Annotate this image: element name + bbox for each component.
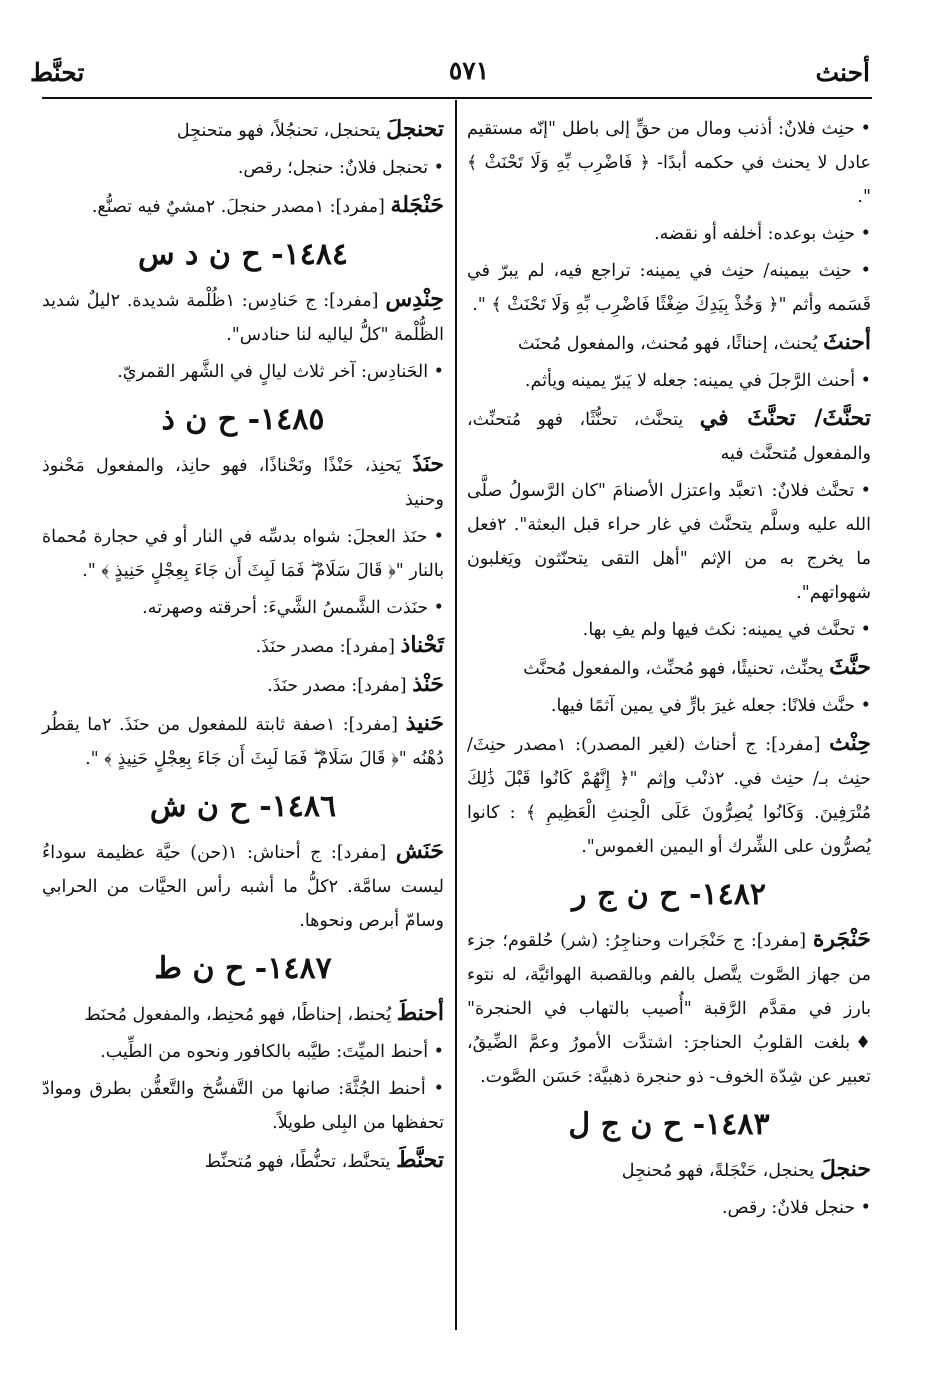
dictionary-entry <box>467 325 871 361</box>
dictionary-entry <box>42 834 444 938</box>
column-divider <box>455 100 457 1330</box>
dictionary-entry <box>42 996 444 1032</box>
entry-definition: [مفرد]: ١مصدر حنجلَ. ٢مشيٌ فيه تصنُّع. <box>91 197 385 217</box>
sense-line: • حنجل فلانٌ: رقص. <box>721 1198 871 1218</box>
headword: تحنَّثَ/ تحنَّثَ في <box>699 405 871 431</box>
headword: أحنثَ <box>823 329 871 355</box>
entry-definition: [مفرد]: مصدر حنَذَ. <box>255 637 395 657</box>
sense-line: • حنِث فلانٌ: أذنب ومال من حقٍّ إلى باطل "إنّه مستقيم عادل لا يحنث في حكمه أبدًا- ﴿ فَاضْرِب بِّهِ وَلَا تَحْنَثْ ﴾ ". <box>467 119 871 207</box>
sense-line: • تحنجل فلانٌ: حنجل؛ رقص. <box>237 158 444 178</box>
headword: حِنْدِس <box>385 286 444 312</box>
sense-line: • أحنط الجُثَّةَ: صانها من التَّفسُّخ والتَّعفُّن بطرق وموادّ تحفظها من البِلى طويلاً. <box>42 1079 444 1133</box>
sense-line: • حنَذ العجلَ: شواه بدسِّه في النار أو في حجارة مُحماة بالنار "﴿ قَالَ سَلَامٌ ۖ فَمَا لَبِثَ أَن جَاءَ بِعِجْلٍ حَنِيذٍ ﴾ ". <box>42 527 444 581</box>
page-header <box>0 0 938 100</box>
headword: حَنيذ <box>405 710 444 736</box>
dictionary-entry <box>467 650 871 686</box>
root-heading: ١٤٨٧- ح ن ط <box>154 951 332 986</box>
running-head-last-word: تحنَّط <box>30 58 85 87</box>
entry-definition: يُحنث، إحناثًا، فهو مُحنث، والمفعول مُحنَث <box>518 334 818 354</box>
headword: حِنْث <box>829 730 871 756</box>
sense-line: • أحنط الميِّتَ: طيَّبه بالكافور ونحوه من الطِّيب. <box>100 1042 444 1062</box>
entry-definition: [مفرد]: ج أحناش: ١(حن) حيَّة عظيمة سوداءُ ليست سامَّة. ٢كلُّ ما أشبه رأس الحيَّات من الحرابي وسامّ أبرص ونحوها. <box>42 843 444 931</box>
headword: تَحْناذ <box>400 632 444 658</box>
entry-definition: [مفرد]: ١صفة ثابتة للمفعول من حنَذَ. ٢ما يقطُر دُهْنُه "﴿ قَالَ سَلَامٌ ۖ فَمَا لَبِثَ أَن جَاءَ بِعِجْلٍ حَنِيذٍ ﴾ ". <box>42 715 444 769</box>
dictionary-entry <box>42 1143 444 1179</box>
headword: حنَّثَ <box>829 654 871 680</box>
dictionary-entry <box>42 447 444 517</box>
entry-definition: يتحنجل، تحنجُلاً، فهو متحنجِل <box>176 121 381 141</box>
entry-definition: [مفرد]: ج أحناث (لغير المصدر): ١مصدر حنِثَ/ حنِث بـ/ حنِث في. ٢ذنْب وإثم "﴿ إِنَّهُمْ كَانُوا قَبْلَ ذَٰلِكَ مُتْرَفِينَ. وَكَانُوا يُصِرُّونَ عَلَى الْحِنثِ الْعَظِيمِ ﴾ : كانوا يُصرُّون على الشِّرك أو اليمين الغموس". <box>467 735 871 857</box>
entry-definition: يَحنِذ، حَنْذًا وتَحْناذًا، فهو حانِذ، والمفعول مَحْنوذ وحنيذ <box>42 456 444 510</box>
headword: أحنطَ <box>396 1000 444 1026</box>
entry-definition: يحنِّث، تحنيثًا، فهو مُحنِّث، والمفعول مُحنَّث <box>523 659 824 679</box>
root-heading: ١٤٨٤- ح ن د س <box>137 237 349 272</box>
header-rule <box>42 97 872 99</box>
sense-line: • حنِث بوعده: أخلفه أو نقضه. <box>654 224 871 244</box>
dictionary-entry <box>42 706 444 776</box>
dictionary-entry <box>467 1152 871 1188</box>
root-heading: ١٤٨٥- ح ن ذ <box>161 402 325 437</box>
root-heading: ١٤٨٦- ح ن ش <box>149 789 337 824</box>
page-number: ٥٧١ <box>448 56 490 85</box>
sense-line: • تحنَّث في يمينه: نكث فيها ولم يفِ بها. <box>582 620 871 640</box>
dictionary-entry <box>467 401 871 471</box>
headword: تحنَّطَ <box>396 1147 444 1173</box>
dictionary-entry <box>42 112 444 148</box>
sense-line: • الحَنادِس: آخر ثلاث ليالٍ في الشَّهر القمريّ. <box>117 362 444 382</box>
sense-line: • حنَذت الشَّمسُ الشَّيءَ: أحرقته وصهرته. <box>142 598 444 618</box>
entry-definition: يُحنط، إحناطًا، فهو مُحنِط، والمفعول مُحنَط <box>84 1005 392 1025</box>
entry-definition: يتحنَّث، تحنُّثًا، فهو مُتحنِّث، والمفعول مُتحنَّث فيه <box>467 410 871 464</box>
headword: حنجلَ <box>819 1156 871 1182</box>
running-head-first-word: أحنث <box>815 58 870 87</box>
headword: حنَذَ <box>412 451 444 477</box>
right-column <box>467 112 871 1228</box>
headword: حَنْذ <box>412 671 444 697</box>
entry-definition: يتحنَّط، تحنُّطًا، فهو مُتحنِّط <box>204 1152 391 1172</box>
root-heading: ١٤٨٣- ح ن ج ل <box>568 1107 770 1142</box>
dictionary-entry <box>42 282 444 352</box>
sense-line: • تحنَّث فلانٌ: ١تعبَّد واعتزل الأصنامَ "كان الرَّسولُ صلَّى الله عليه وسلَّم يتحنَّث في غار حراء قبل البعثة". ٢فعل ما يخرج به من الإثم "أهل التقى يتحنّثون ويَغلبون شهواتهم". <box>467 481 871 603</box>
entry-definition: [مفرد]: مصدر حنَذَ. <box>267 676 407 696</box>
dictionary-entry <box>467 922 871 1094</box>
entry-definition: [مفرد]: ج حَنْجَرات وحناجِرُ: (شر) حُلقوم؛ جزء من جهاز الصَّوت يتَّصل بالفم وبالقصبة الهوائيَّة، له نتوء بارز في مقدَّم الرَّقبة "أُصيب بالتهاب في الحنجرة" ♦بلغت القلوبُ الحناجرَ: اشتدَّت الأمورُ وعمَّ الضِّيقُ، تعبير عن شِدّة الخوف- ذو حنجرة ذهبيَّة: حَسَن الصَّوت. <box>467 931 871 1087</box>
sense-line: • أحنث الرَّجلَ في يمينه: جعله لا يَبرّ يمينه ويأثم. <box>524 371 871 391</box>
dictionary-entry <box>42 667 444 703</box>
dictionary-entry <box>42 188 444 224</box>
entry-definition: يحنجل، حَنْجَلةً، فهو مُحنجِل <box>621 1161 815 1181</box>
dictionary-entry <box>42 628 444 664</box>
sense-line: • حنَّث فلانًا: جعله غيرَ بارٍّ في يمين آثمًا فيها. <box>550 696 871 716</box>
left-column <box>42 112 444 1182</box>
headword: حَنَش <box>395 838 444 864</box>
headword: حَنْجَلة <box>390 192 444 218</box>
headword: تحنجلَ <box>386 116 444 142</box>
headword: حَنْجَرة <box>812 926 871 952</box>
dictionary-entry <box>467 726 871 864</box>
root-heading: ١٤٨٢- ح ن ج ر <box>572 877 766 912</box>
sense-line: • حنِث بيمينه/ حنِث في يمينه: تراجع فيه، لم يبرّ في قَسَمه وأثم "﴿ وَخُذْ بِيَدِكَ ضِغْثًا فَاضْرِب بِّهِ وَلَا تَحْنَثْ ﴾ ". <box>467 261 871 315</box>
entry-definition: [مفرد]: ج حَنادِس: ١ظُلْمة شديدة. ٢ليلٌ شديد الظُّلْمة "كلُّ لياليه لنا حنادس". <box>42 291 444 345</box>
